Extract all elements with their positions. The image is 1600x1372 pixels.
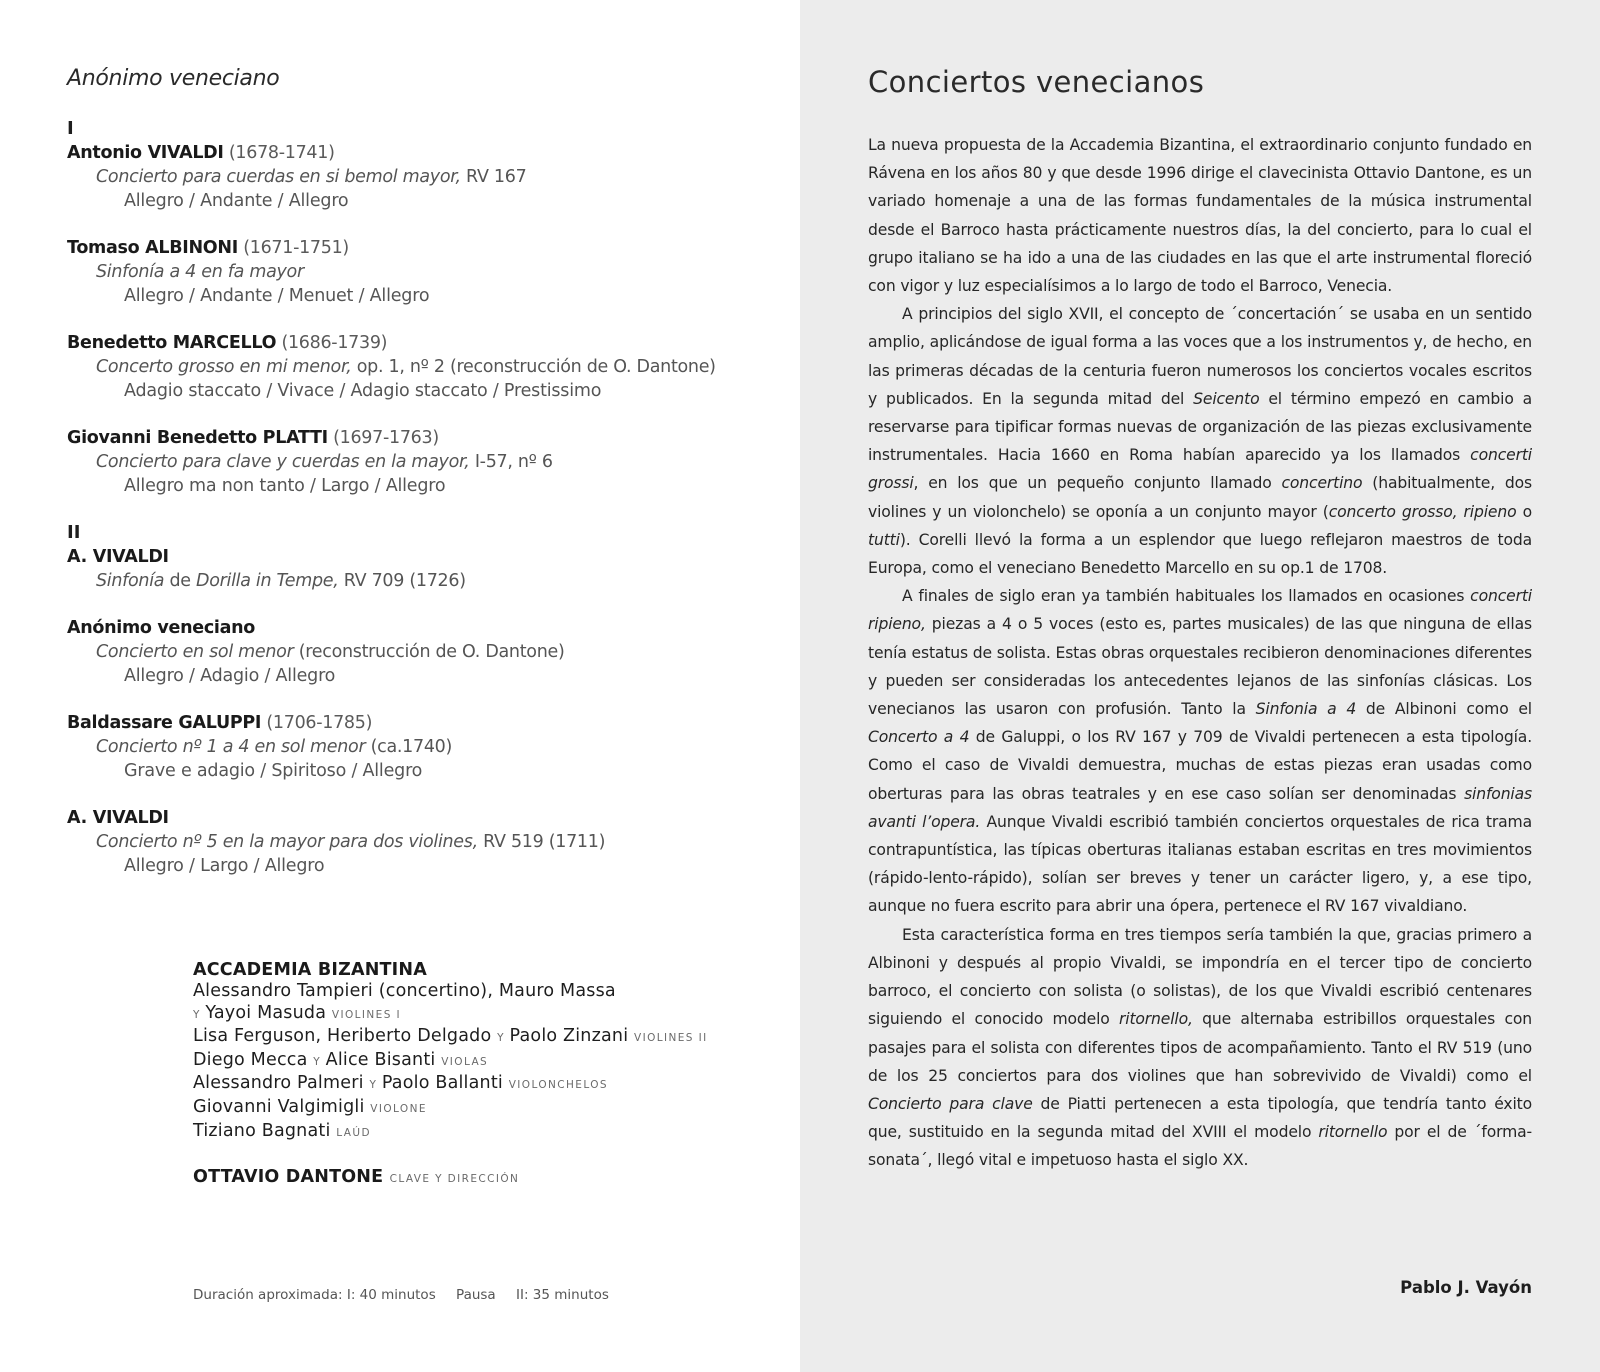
text-run: A principios del siglo XVII, el concepto de ´concertación´ se usaba en un sentido amplio, aplicándose de igual forma a las voces que a los instrumentos y, de hecho, en las primeras décadas de la centuria fueron numerosos los conciertos vocales escritos y publicados. En la segunda mitad del bbox=[868, 305, 1532, 408]
text-run: de Galuppi, o los RV 167 y 709 de Vivaldi pertenecen a esta tipología. Como el caso de Vivaldi demuestra, muchas de estas piezas eran usadas como oberturas para las obras teatrales y en ese caso solían ser denominadas bbox=[868, 728, 1532, 803]
programme-list bbox=[67, 117, 767, 901]
text-run-italic: ritornello bbox=[1318, 1123, 1388, 1142]
programme-item bbox=[67, 545, 767, 593]
duration-part-1: Duración aproximada: I: 40 minutos bbox=[193, 1287, 436, 1303]
work-title-italic: Concierto para clave y cuerdas en la mayor, bbox=[96, 452, 470, 472]
essay-paragraph bbox=[868, 921, 1532, 1175]
work-title bbox=[67, 735, 767, 759]
work-title bbox=[67, 830, 767, 854]
conjunction: Y bbox=[497, 1032, 504, 1045]
text-run: Aunque Vivaldi escribió también conciertos orquestales de rica trama contrapuntística, las típicas oberturas italianas estaban escritas en tres movimientos (rápido-lento-rápido), solían ser breves y tener un carácter ligero, y, a ese tipo, aunque no fuera escrito para abrir una ópera, pertenece el RV 167 vivaldiano. bbox=[868, 812, 1532, 916]
composer-name: Tomaso ALBINONI bbox=[67, 238, 238, 258]
instrument-role: VIOLONCHELOS bbox=[508, 1079, 608, 1092]
movements: Allegro / Largo / Allegro bbox=[124, 856, 325, 876]
work-title-rest: (reconstrucción de O. Dantone) bbox=[293, 642, 565, 662]
work-title-rest: RV 709 (1726) bbox=[338, 571, 466, 591]
work-title-italic-2: Dorilla in Tempe, bbox=[196, 571, 339, 591]
work-title bbox=[67, 260, 767, 284]
work-title-italic: Concierto nº 5 en la mayor para dos violines, bbox=[96, 832, 478, 852]
work-title-italic: Sinfonía bbox=[96, 571, 165, 591]
director-line bbox=[193, 1166, 753, 1190]
conjunction: Y bbox=[313, 1055, 320, 1068]
ensemble-credits bbox=[193, 959, 753, 1190]
composer-dates: (1706-1785) bbox=[266, 713, 373, 733]
programme-item bbox=[67, 711, 767, 783]
instrument-role: LAÚD bbox=[336, 1126, 371, 1139]
conjunction: Y bbox=[369, 1079, 377, 1092]
work-title bbox=[67, 165, 767, 189]
instrument-role: VIOLAS bbox=[441, 1055, 489, 1068]
duration-info bbox=[193, 1287, 625, 1303]
instrument-role: VIOLINES I bbox=[331, 1008, 402, 1021]
essay-paragraph bbox=[868, 582, 1532, 920]
performer-name: Tiziano Bagnati bbox=[193, 1120, 331, 1141]
work-title-italic: Sinfonía a 4 en fa mayor bbox=[96, 262, 304, 282]
movements: Allegro / Andante / Allegro bbox=[124, 191, 349, 211]
part-label: II bbox=[67, 522, 81, 543]
ensemble-line bbox=[193, 1121, 753, 1145]
text-run-italic: concerti ripieno, bbox=[868, 587, 1532, 634]
work-title bbox=[67, 569, 767, 593]
text-run-italic: Sinfonia a 4 bbox=[1255, 700, 1357, 719]
movements: Adagio staccato / Vivace / Adagio staccato / Prestissimo bbox=[124, 381, 602, 401]
conjunction: Y bbox=[193, 1008, 200, 1021]
composer bbox=[67, 711, 767, 735]
composer bbox=[67, 141, 767, 165]
performer-name: Diego Mecca bbox=[193, 1049, 308, 1070]
essay-title: Conciertos venecianos bbox=[868, 65, 1205, 99]
part-label: I bbox=[67, 118, 74, 139]
composer bbox=[67, 806, 767, 830]
composer bbox=[67, 616, 767, 640]
composer-name: Antonio VIVALDI bbox=[67, 143, 224, 163]
ensemble-line bbox=[193, 1073, 753, 1097]
composer-dates: (1686-1739) bbox=[281, 333, 388, 353]
performer-name: Paolo Ballanti bbox=[381, 1073, 503, 1094]
composer-name: A. VIVALDI bbox=[67, 808, 169, 828]
work-title-italic: Concerto grosso en mi menor, bbox=[96, 357, 352, 377]
composer-name: Giovanni Benedetto PLATTI bbox=[67, 428, 328, 448]
performer-name: Paolo Zinzani bbox=[509, 1026, 629, 1047]
composer-name: Benedetto MARCELLO bbox=[67, 333, 277, 353]
ensemble-line: Alessandro Tampieri (concertino), Mauro Massa bbox=[193, 981, 616, 1001]
text-run: que alternaba estribillos orquestales con pasajes para el solista con diferentes tipos de acompañamiento. Tanto el RV 519 (uno de los 25 conciertos para dos violines que han sobrevivido de Vivaldi) como el bbox=[868, 1010, 1532, 1085]
programme-item bbox=[67, 616, 767, 688]
work-title-italic: Concierto nº 1 a 4 en sol menor bbox=[96, 737, 366, 757]
performer-name: Yayoi Masuda bbox=[205, 1002, 327, 1023]
programme-item bbox=[67, 236, 767, 308]
composer-name: Baldassare GALUPPI bbox=[67, 713, 262, 733]
ensemble-name: ACCADEMIA BIZANTINA bbox=[193, 960, 427, 980]
work-title-italic: Concierto para cuerdas en si bemol mayor, bbox=[96, 167, 461, 187]
ensemble-line bbox=[193, 1003, 753, 1027]
work-title-rest: RV 519 (1711) bbox=[477, 832, 606, 852]
movements: Grave e adagio / Spiritoso / Allegro bbox=[124, 761, 423, 781]
composer-dates: (1678-1741) bbox=[228, 143, 335, 163]
composer-name: A. VIVALDI bbox=[67, 547, 169, 567]
work-title-rest: op. 1, nº 2 (reconstrucción de O. Dantone) bbox=[351, 357, 716, 377]
text-run: de Albinoni como el bbox=[1356, 700, 1532, 719]
duration-part-2: II: 35 minutos bbox=[516, 1287, 609, 1303]
movements: Allegro / Adagio / Allegro bbox=[124, 666, 336, 686]
text-run-italic: ritornello, bbox=[1119, 1010, 1193, 1029]
essay-paragraph: La nueva propuesta de la Accademia Bizantina, el extraordinario conjunto fundado en Rávena en los años 80 y que desde 1996 dirige el clavecinista Ottavio Dantone, es un variado homenaje a una de las formas fundamentales de la música instrumental desde el Barroco hasta prácticamente nuestros días, la del concierto, para lo cual el grupo italiano se ha ido a una de las ciudades en las que el arte instrumental floreció con vigor y luz especialísimos a lo largo de todo el Barroco, Venecia. bbox=[868, 136, 1532, 296]
instrument-role: VIOLONE bbox=[370, 1102, 427, 1115]
composer bbox=[67, 236, 767, 260]
composer bbox=[67, 426, 767, 450]
text-run-italic: Concerto a 4 bbox=[868, 728, 970, 747]
text-run-italic: concerto grosso, ripieno bbox=[1328, 502, 1517, 521]
composer bbox=[67, 545, 767, 569]
text-run-italic: sinfonias avanti l’opera. bbox=[868, 784, 1532, 831]
performer-name: Alice Bisanti bbox=[325, 1049, 436, 1070]
text-run: Esta característica forma en tres tiempos sería también la que, gracias primero a Albinoni y después al propio Vivaldi, se impondría en el tercer tipo de concierto barroco, el concierto con solista (o solistas), de los que Vivaldi escribió centenares siguiendo el conocido modelo bbox=[868, 925, 1532, 1029]
instrument-role: VIOLINES II bbox=[634, 1032, 708, 1045]
text-run: piezas a 4 o 5 voces (esto es, partes musicales) de las que ninguna de ellas tenía estatus de solista. Estas obras orquestales recibieron denominaciones diferentes y pueden ser consideradas los antecedentes lejanos de las sinfonías clásicas. Los venecianos las usaron con profusión. Tanto la bbox=[868, 615, 1532, 719]
composer-name: Anónimo veneciano bbox=[67, 618, 255, 638]
text-run-italic: concerti grossi bbox=[868, 446, 1532, 493]
duration-pause: Pausa bbox=[456, 1287, 496, 1303]
text-run: , en los que un pequeño conjunto llamado bbox=[913, 474, 1282, 493]
essay-author: Pablo J. Vayón bbox=[1400, 1278, 1532, 1297]
essay-body bbox=[868, 131, 1532, 1175]
director-name: OTTAVIO DANTONE bbox=[193, 1167, 384, 1188]
work-title-rest: (ca.1740) bbox=[365, 737, 453, 757]
performer-name: Giovanni Valgimigli bbox=[193, 1096, 365, 1117]
work-title bbox=[67, 640, 767, 664]
work-title-rest: RV 167 bbox=[460, 167, 527, 187]
movements: Allegro / Andante / Menuet / Allegro bbox=[124, 286, 430, 306]
work-title-mid: de bbox=[164, 571, 197, 591]
text-run-italic: Concierto para clave bbox=[868, 1094, 1033, 1113]
text-run: el término empezó en cambio a reservarse para tipificar formas nuevas de organización de las piezas exclusivamente instrumentales. Hacia 1660 en Roma habían aparecido ya los llamados bbox=[868, 389, 1532, 465]
programme-item bbox=[67, 426, 767, 498]
text-run: por el de ´forma-sonata´, llegó vital e impetuoso hasta el siglo XX. bbox=[868, 1123, 1533, 1170]
programme-title: Anónimo veneciano bbox=[67, 66, 280, 91]
performer-name: Alessandro Palmeri bbox=[193, 1073, 364, 1094]
director-role: CLAVE Y DIRECCIÓN bbox=[389, 1173, 520, 1186]
programme-item bbox=[67, 141, 767, 213]
work-title bbox=[67, 355, 767, 379]
performer-name: Lisa Ferguson, Heriberto Delgado bbox=[193, 1026, 492, 1047]
text-run: ). Corelli llevó la forma a un esplendor que luego reflejaron maestros de toda Europa, como el veneciano Benedetto Marcello en su op.1 de 1708. bbox=[868, 530, 1532, 578]
text-run: de Piatti pertenecen a esta tipología, que tendría tanto éxito que, sustituido en la segunda mitad del XVIII el modelo bbox=[868, 1094, 1532, 1142]
ensemble-line bbox=[193, 1026, 753, 1050]
work-title-italic: Concierto en sol menor bbox=[96, 642, 294, 662]
movements: Allegro ma non tanto / Largo / Allegro bbox=[124, 476, 446, 496]
work-title-rest: I-57, nº 6 bbox=[469, 452, 553, 472]
ensemble-line bbox=[193, 1050, 753, 1074]
text-run: A finales de siglo eran ya también habituales los llamados en ocasiones bbox=[902, 587, 1471, 606]
composer bbox=[67, 331, 767, 355]
text-run-italic: tutti bbox=[868, 530, 900, 549]
composer-dates: (1671-1751) bbox=[243, 238, 349, 258]
work-title bbox=[67, 450, 767, 474]
text-run: (habitualmente, dos violines y un violonchelo) se oponía a un conjunto mayor ( bbox=[868, 474, 1532, 521]
text-run: o bbox=[1516, 502, 1532, 521]
text-run-italic: Seicento bbox=[1193, 389, 1260, 408]
ensemble-line bbox=[193, 1097, 753, 1121]
programme-item bbox=[67, 806, 767, 878]
essay-paragraph bbox=[868, 300, 1532, 582]
programme-item bbox=[67, 331, 767, 403]
composer-dates: (1697-1763) bbox=[333, 428, 439, 448]
text-run-italic: concertino bbox=[1281, 474, 1363, 493]
